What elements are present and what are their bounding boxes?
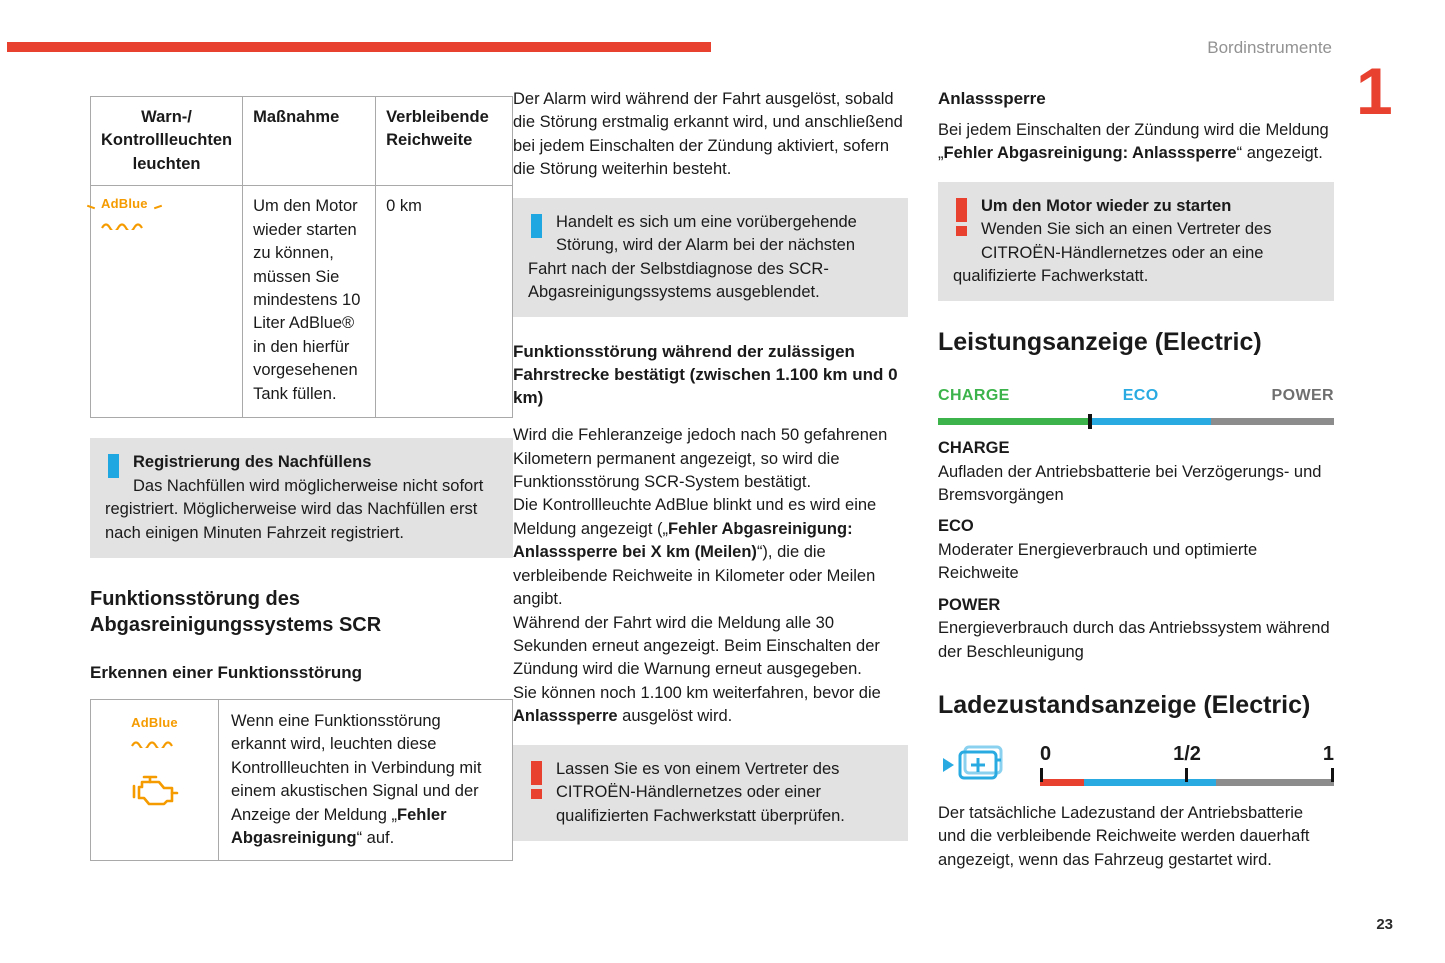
gauge-segment-eco — [1088, 418, 1211, 425]
scale-label-full: 1 — [1322, 743, 1334, 766]
table-row — [91, 186, 513, 418]
charge-state-gauge — [938, 740, 1334, 786]
info-icon — [531, 214, 542, 238]
scale-label-half: 1/2 — [1173, 743, 1201, 766]
adblue-warning-icon — [101, 195, 148, 237]
warning-box-check — [513, 745, 908, 841]
engine-warning-icon — [131, 772, 179, 808]
p5-pre: Sie können noch 1.100 km weiterfahren, bevor die — [513, 683, 881, 702]
paragraph-alarm: Der Alarm wird während der Fahrt ausgelöst, sobald die Störung erstmalig erkannt wird, und anschließend bei jedem Einschalten der Zündung aktiviert, sofern die Störung weiterhin besteht. — [513, 90, 903, 179]
scale-tick-half — [1185, 768, 1188, 782]
detect-indicator-box — [90, 699, 513, 862]
power-gauge-bar — [938, 418, 1334, 425]
column-middle — [513, 88, 908, 841]
scale-segment-empty — [1216, 779, 1334, 786]
table-cell-range: 0 km — [376, 186, 513, 418]
gauge-segment-charge — [938, 418, 1088, 425]
battery-icon — [938, 740, 1010, 786]
paragraph-charge-state: Der tatsächliche Ladezustand der Antriebsbatterie und die verbleibende Reichweite werden dauerhaft angezeigt, wenn das Fahrzeug gestartet wird. — [938, 803, 1310, 869]
info-box-text: Handelt es sich um eine vorübergehende Störung, wird der Alarm bei der nächsten Fahrt nach der Selbstdiagnose des SCR-Abgasreinigungssystems ausgeblendet. — [528, 212, 857, 301]
paragraph-confirmed-4 — [513, 682, 908, 729]
info-box-title: Registrierung des Nachfüllens — [133, 453, 372, 472]
paragraph-confirmed-2 — [513, 494, 908, 611]
table-cell-action: Um den Motor wieder starten zu können, müssen Sie mindestens 10 Liter AdBlue® in den hierfür vorgesehenen Tank füllen. — [243, 186, 376, 418]
warning-icon — [531, 761, 542, 799]
table-header-massnahme: Maßnahme — [243, 97, 376, 186]
section-heading-leistungsanzeige: Leistungsanzeige (Electric) — [938, 328, 1262, 357]
adblue-warning-icon — [131, 714, 178, 756]
gauge-label-power: POWER — [1271, 387, 1334, 405]
section-heading-anlasssperre: Anlasssperre — [938, 89, 1046, 108]
definition-charge — [938, 437, 1334, 507]
p5-bold: Anlasssperre — [513, 707, 618, 726]
subsection-heading-detect: Erkennen einer Funktionsstörung — [90, 662, 363, 682]
adblue-wave-icon — [131, 739, 177, 748]
definition-desc: Moderater Energieverbrauch und optimierte Reichweite — [938, 540, 1258, 583]
definition-term: CHARGE — [938, 439, 1010, 458]
section-heading-scr: Funktionsstörung des Abgasreinigungssystems SCR — [90, 587, 382, 636]
column-right — [938, 88, 1334, 872]
detect-icon-cell — [91, 700, 219, 861]
p1-pre: Bei jedem Einschalten der Zündung wird die Meldung „ — [938, 120, 1329, 163]
detect-text-bold: Fehler Abgasreinigung — [231, 805, 447, 847]
definition-term: ECO — [938, 517, 974, 536]
scale-segment-charge — [1084, 779, 1216, 786]
paragraph-anlasssperre — [938, 119, 1334, 166]
table-header-reichweite: Verbleibende Reichweite — [376, 97, 513, 186]
info-box-temporary — [513, 198, 908, 318]
definition-power — [938, 594, 1334, 664]
p1-post: “ angezeigt. — [1236, 144, 1323, 163]
warning-box-title: Um den Motor wieder zu starten — [981, 196, 1232, 215]
scale-tick-full — [1331, 768, 1334, 782]
detect-text-cell — [219, 700, 512, 861]
definition-eco — [938, 515, 1334, 585]
warning-lamp-table — [90, 96, 513, 418]
paragraph-confirmed-3: Während der Fahrt wird die Meldung alle 30 Sekunden erneut angezeigt. Beim Einschalten der Zündung wird die Warnung erneut ausgegeben. — [513, 613, 880, 679]
charge-scale — [1040, 740, 1334, 785]
detect-text-post: “ auf. — [356, 829, 395, 847]
charge-scale-bar — [1040, 779, 1334, 786]
power-gauge — [938, 385, 1334, 425]
adblue-label: AdBlue — [131, 714, 178, 730]
p3-post: “), die die verbleibende Reichweite in Kilometer oder Meilen angibt. — [513, 543, 876, 609]
page-number: 23 — [1376, 915, 1393, 933]
header-rule — [7, 42, 711, 52]
detect-text-pre: Wenn eine Funktionsstörung erkannt wird, leuchten diese Kontrollleuchten in Verbindung mit einem akustischen Signal und der Anzeige der Meldung „ — [231, 711, 482, 824]
info-box-refill — [90, 438, 513, 558]
gauge-segment-power — [1211, 418, 1334, 425]
section-heading-ladezustandsanzeige: Ladezustandsanzeige (Electric) — [938, 690, 1311, 719]
definition-desc: Energieverbrauch durch das Antriebssystem während der Beschleunigung — [938, 619, 1330, 661]
warning-icon — [956, 198, 967, 236]
warning-box-restart — [938, 182, 1334, 302]
scale-segment-reserve — [1040, 779, 1084, 786]
table-header-warnleuchten: Warn-/ Kontrollleuchten leuchten — [91, 97, 243, 186]
p1-bold: Fehler Abgasreinigung: Anlasssperre — [943, 144, 1237, 163]
definition-desc: Aufladen der Antriebsbatterie bei Verzögerungs- und Bremsvorgängen — [938, 462, 1322, 505]
chapter-number: 1 — [1356, 54, 1393, 128]
power-gauge-labels — [938, 385, 1334, 408]
adblue-wave-icon — [101, 221, 147, 230]
charge-scale-labels — [1040, 740, 1334, 768]
warning-box-text: Wenden Sie sich an einen Vertreter des CITROËN-Händlernetzes oder an eine qualifizierte Fachwerkstatt. — [953, 220, 1272, 286]
table-header-row — [91, 97, 513, 186]
info-box-text: Das Nachfüllen wird möglicherweise nicht sofort registriert. Möglicherweise wird das Nachfüllen erst nach einigen Minuten Fahrzeit registriert. — [105, 476, 484, 542]
p3-bold: Fehler Abgasreinigung: Anlasssperre bei X km (Meilen) — [513, 519, 853, 562]
subsection-heading-confirmed: Funktionsstörung während der zulässigen Fahrstrecke bestätigt (zwischen 1.100 km und 0 km) — [513, 342, 898, 408]
gauge-needle-tick — [1088, 414, 1092, 429]
adblue-label: AdBlue — [101, 195, 148, 213]
scale-tick-zero — [1040, 768, 1043, 782]
scale-label-zero: 0 — [1040, 743, 1052, 766]
gauge-label-charge: CHARGE — [938, 387, 1010, 405]
definition-term: POWER — [938, 595, 1001, 614]
p3-pre: Die Kontrollleuchte AdBlue blinkt und es wird eine Meldung angezeigt („ — [513, 496, 877, 538]
header-title: Bordinstrumente — [1207, 38, 1332, 57]
warning-box-text: Lassen Sie es von einem Vertreter des CITROËN-Händlernetzes oder einer qualifizierten Fachwerkstatt überprüfen. — [556, 759, 845, 825]
p5-post: ausgelöst wird. — [617, 707, 733, 726]
info-icon — [108, 454, 119, 478]
table-cell-icon — [91, 186, 243, 418]
paragraph-confirmed-1: Wird die Fehleranzeige jedoch nach 50 gefahrenen Kilometern permanent angezeigt, so wird die Funktionsstörung SCR-System bestätigt. — [513, 426, 888, 492]
column-left — [90, 96, 513, 861]
gauge-label-eco: ECO — [1122, 387, 1159, 405]
